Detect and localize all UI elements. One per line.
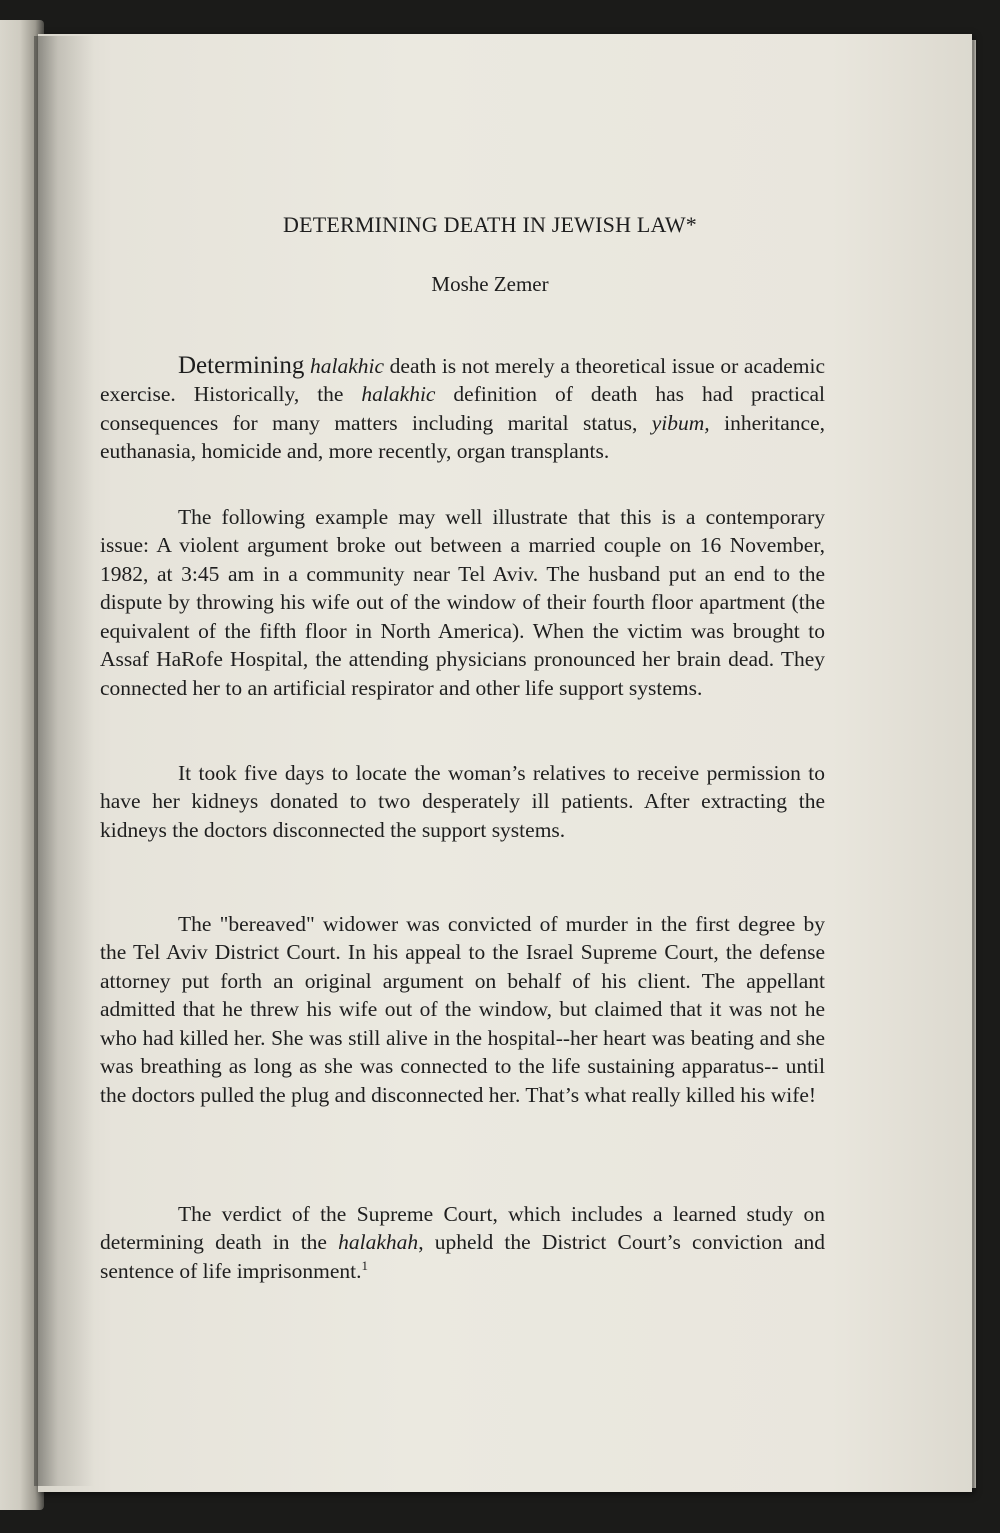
text-run: definition of death has had practical consequences for many matters including marital status, [100,382,825,435]
gutter-shadow [34,36,94,1486]
text-run: The "bereaved" widower was convicted of murder in the first degree by the Tel Aviv District Court. In his appeal to the Israel Supreme Court, the defense attorney put forth an original argument on behalf of his client. The appellant admitted that he threw his wife out of the window, but claimed that it was not he who had killed her. She was still alive in the hospital--her heart was beating and she was breathing as long as she was connected to the life sustaining apparatus-- until the doctors pulled the plug and disconnected her. That’s what really killed his wife! [100,911,825,1107]
italic-term: halakhah [338,1230,419,1254]
article-title: DETERMINING DEATH IN JEWISH LAW* [282,212,697,237]
paragraph-2 [100,503,825,703]
italic-term: halakhic [309,353,385,378]
text-run: , upheld the District Court’s conviction and sentence of life imprisonment. [100,1230,826,1283]
text-run: The verdict of the Supreme Court, which includes a learned study on determining death in the [100,1201,825,1254]
paragraph-3 [100,759,825,845]
paragraph-5 [100,1200,825,1286]
paragraph-4 [100,910,825,1110]
article-author: Moshe Zemer [431,272,549,296]
paragraph-1 [100,352,825,466]
text-run: It took five days to locate the woman’s relatives to receive permission to have her kidneys donated to two desperately ill patients. After extracting the kidneys the doctors disconnected the support systems. [100,760,825,842]
italic-term: halakhic [361,382,436,406]
text-run: inheritance, euthanasia, homicide and, more recently, organ transplants. [100,410,825,463]
text-run: The following example may well illustrate that this is a contemporary issue: A violent argument broke out between a married couple on 16 November, 1982, at 3:45 am in a community near Tel Aviv. The husband put an end to the dispute by throwing his wife out of the window of their fourth floor apartment (the equivalent of the fifth floor in North America). When the victim was brought to Assaf HaRofe Hospital, the attending physicians pronounced her brain dead. They connected her to an artificial respirator and other life support systems. [100,504,825,700]
text-run: death is not merely a theoretical issue or academic exercise. Historically, the [100,353,826,406]
footnote-marker: 1 [361,1257,369,1273]
italic-term: yibum, [651,410,710,435]
paragraph-lead-word: Determining [178,351,305,379]
